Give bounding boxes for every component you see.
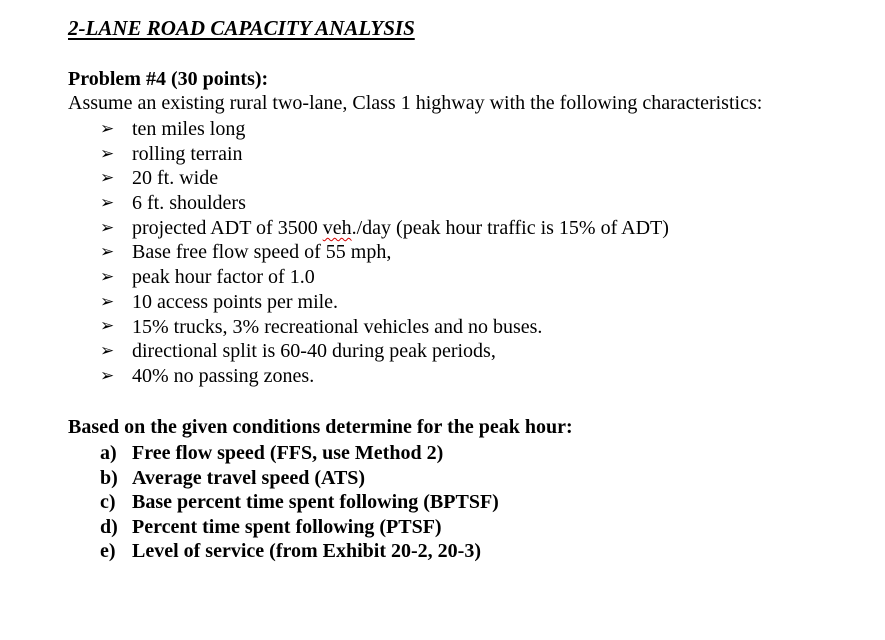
task-letter: b) xyxy=(100,466,118,489)
list-item xyxy=(100,539,499,564)
task-text: Free flow speed (FFS, use Method 2) xyxy=(132,442,444,464)
tasks-heading: Based on the given conditions determine for the peak hour: xyxy=(68,416,573,438)
spellcheck-flagged-word[interactable]: veh xyxy=(322,216,352,239)
characteristic-text: rolling terrain xyxy=(132,142,243,165)
characteristic-text: 6 ft. shoulders xyxy=(132,192,246,215)
characteristic-text-suffix: ./day (peak hour traffic is 15% of ADT) xyxy=(351,216,669,239)
characteristic-text: 40% no passing zones. xyxy=(132,364,315,387)
characteristic-text: 15% trucks, 3% recreational vehicles and no buses. xyxy=(132,315,543,338)
list-item xyxy=(100,240,669,265)
document-title: 2-LANE ROAD CAPACITY ANALYSIS xyxy=(68,16,415,40)
arrowhead-bullet-icon: ➢ xyxy=(100,143,115,164)
list-item xyxy=(100,466,499,491)
list-item xyxy=(100,515,499,540)
problem-heading: Problem #4 (30 points): xyxy=(68,68,269,90)
characteristic-text: Base free flow speed of 55 mph, xyxy=(132,241,392,264)
list-item xyxy=(100,265,669,290)
list-item xyxy=(100,142,669,167)
task-text: Average travel speed (ATS) xyxy=(132,466,366,489)
list-item xyxy=(100,315,669,340)
arrowhead-bullet-icon: ➢ xyxy=(100,266,115,287)
arrowhead-bullet-icon: ➢ xyxy=(100,291,115,312)
list-item xyxy=(100,364,669,389)
list-item xyxy=(100,339,669,364)
arrowhead-bullet-icon: ➢ xyxy=(100,242,115,263)
arrowhead-bullet-icon: ➢ xyxy=(100,192,115,213)
task-letter: a) xyxy=(100,442,117,464)
task-letter: e) xyxy=(100,540,116,563)
arrowhead-bullet-icon: ➢ xyxy=(100,341,115,362)
arrowhead-bullet-icon: ➢ xyxy=(100,168,115,189)
list-item xyxy=(100,166,669,191)
problem-intro: Assume an existing rural two-lane, Class 1 highway with the following characteristics: xyxy=(68,92,763,114)
characteristic-text-prefix: projected ADT of 3500 xyxy=(132,216,323,239)
list-item xyxy=(100,191,669,216)
arrowhead-bullet-icon: ➢ xyxy=(100,118,115,139)
list-item xyxy=(100,490,499,515)
task-letter: c) xyxy=(100,491,116,514)
task-letter: d) xyxy=(100,515,118,538)
list-item xyxy=(100,216,669,241)
list-item xyxy=(100,290,669,315)
task-text: Base percent time spent following (BPTSF) xyxy=(132,491,499,514)
characteristic-text: 10 access points per mile. xyxy=(132,290,339,313)
task-text: Percent time spent following (PTSF) xyxy=(132,515,442,538)
arrowhead-bullet-icon: ➢ xyxy=(100,316,115,337)
list-item xyxy=(100,441,499,466)
arrowhead-bullet-icon: ➢ xyxy=(100,365,115,386)
characteristic-text: ten miles long xyxy=(132,118,246,140)
arrowhead-bullet-icon: ➢ xyxy=(100,217,115,238)
tasks-list xyxy=(100,441,499,564)
task-text: Level of service (from Exhibit 20-2, 20-3) xyxy=(132,540,481,563)
characteristics-list xyxy=(100,117,669,389)
characteristic-text: directional split is 60-40 during peak periods, xyxy=(132,340,496,363)
list-item xyxy=(100,117,669,142)
characteristic-text: peak hour factor of 1.0 xyxy=(132,266,315,289)
characteristic-text: 20 ft. wide xyxy=(132,167,219,190)
